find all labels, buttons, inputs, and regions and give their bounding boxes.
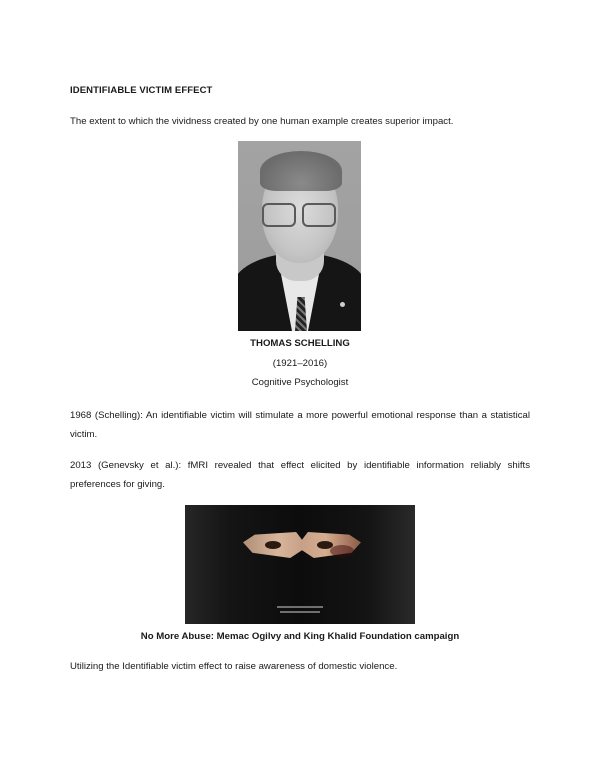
campaign-fine-print-line: [280, 611, 320, 613]
portrait-lapel-pin: [340, 302, 345, 307]
portrait-glasses-right: [302, 203, 336, 227]
portrait-years: (1921–2016): [272, 358, 328, 369]
portrait-role: Cognitive Psychologist: [251, 377, 349, 388]
intro-paragraph: The extent to which the vividness created by one human example creates superior impact.: [70, 116, 454, 127]
campaign-fine-print-line: [277, 606, 323, 608]
closing-paragraph: Utilizing the Identifiable victim effect to raise awareness of domestic violence.: [70, 661, 398, 672]
campaign-eye-left: [265, 541, 281, 549]
section-heading: IDENTIFIABLE VICTIM EFFECT: [70, 85, 213, 96]
finding-2013: 2013 (Genevsky et al.): fMRI revealed that effect elicited by identifiable information reliably shifts preferences for giving.: [70, 460, 530, 490]
portrait-glasses-left: [262, 203, 296, 227]
campaign-image: [185, 505, 415, 624]
finding-1968: 1968 (Schelling): An identifiable victim will stimulate a more powerful emotional response than a statistical victim.: [70, 410, 530, 440]
campaign-bruise: [330, 545, 354, 557]
portrait-hair: [260, 151, 342, 191]
campaign-caption: No More Abuse: Memac Ogilvy and King Khalid Foundation campaign: [140, 631, 460, 642]
portrait-image: [238, 141, 361, 331]
portrait-name: THOMAS SCHELLING: [250, 338, 350, 349]
